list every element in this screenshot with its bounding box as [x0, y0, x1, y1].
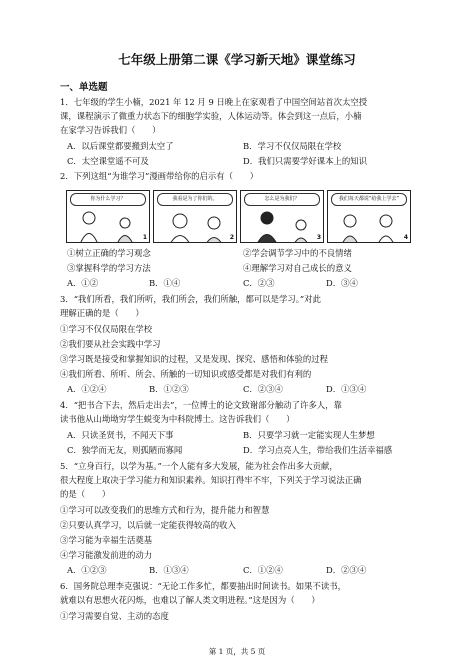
q5-statement: ②只要认真学习，以后就一定能获得较高的收入 — [60, 520, 236, 530]
comic-strip — [66, 190, 412, 243]
q1-option-d[interactable]: D．我们只需要学好课本上的知识 — [243, 156, 367, 166]
comic-panel — [327, 190, 411, 243]
page-title: 七年级上册第二课《学习新天地》课堂练习 — [118, 52, 356, 67]
q5-option-b[interactable]: B．①③④ — [149, 565, 189, 575]
q2-statement: ④理解学习对自己成长的意义 — [243, 263, 352, 273]
q3-option-a[interactable]: A．①②④ — [67, 384, 107, 394]
q6-line: 6．国务院总理李克强说：“无论工作多忙，都要抽出时间读书。如果不读书， — [60, 581, 346, 591]
section-heading: 一、单选题 — [60, 82, 108, 93]
q5-line: 的是（ ） — [60, 489, 111, 499]
panel-number: 3 — [316, 234, 321, 241]
q3-statement: ①学习不仅仅局限在学校 — [60, 324, 153, 334]
q3-line: 理解正确的是（ ） — [60, 308, 144, 318]
q2-option-b[interactable]: B．①④ — [149, 278, 181, 288]
q5-statement: ①学习可以改变我们的思维方式和行为，提升能力和智慧 — [60, 505, 270, 515]
q1-option-c[interactable]: C．太空课堂遥不可及 — [67, 156, 149, 166]
q3-option-d[interactable]: D．①③④ — [326, 384, 367, 394]
q4-option-c[interactable]: C．独学而无友，则孤陋而寡闻 — [67, 445, 183, 455]
q5-option-c[interactable]: C．①②④ — [243, 565, 283, 575]
q2-statement: ①树立正确的学习观念 — [67, 248, 151, 258]
q1-option-a[interactable]: A．以后课堂都要搬到太空了 — [67, 141, 174, 151]
q1-line: 在家学习告诉我们（ ） — [60, 125, 161, 135]
q6-statement: ①学习需要自觉、主动的态度 — [60, 611, 169, 621]
q4-line: 4．“把书合下去，然后走出去”，一位博士的论文致谢部分触动了许多人，靠 — [60, 400, 342, 410]
q4-option-d[interactable]: D．学习点亮人生，带给我们生活幸福感 — [243, 445, 393, 455]
speech-bubble: 我看是为了你们的。 — [157, 193, 233, 206]
comic-panel — [66, 190, 150, 243]
q2-option-a[interactable]: A．①② — [67, 278, 99, 288]
q4-line: 读书他从山坳坳穷学生蜕变为中科院博士。这告诉我们（ ） — [60, 414, 295, 424]
q3-line: 3．“我们所看，我们所听，我们所会，我们所触，都可以是学习。”对此 — [60, 294, 321, 304]
q2-statement: ②学会调节学习中的不良情绪 — [243, 248, 352, 258]
q4-option-a[interactable]: A．只读圣贤书，不闻天下事 — [67, 430, 174, 440]
q3-statement: ④我们所看、所听、所会、所触的一切知识或感受都是对我们有利的 — [60, 369, 312, 379]
q2-statement: ③掌握科学的学习方法 — [67, 263, 151, 273]
q1-line: 1．七年级的学生小楠，2021 年 12 月 9 日晚上在家观看了中国空间站首次太空授 — [60, 97, 368, 107]
q2-option-c[interactable]: C．②③ — [243, 278, 275, 288]
speech-bubble: 怎么是为我们？ — [244, 193, 320, 206]
q3-option-c[interactable]: C．②③④ — [243, 384, 283, 394]
page-footer: 第 1 页，共 5 页 — [208, 647, 266, 656]
q5-option-d[interactable]: D．②③④ — [326, 565, 367, 575]
q4-option-b[interactable]: B．只要学习就一定能实现人生梦想 — [243, 430, 375, 440]
q1-option-b[interactable]: B．学习不仅仅局限在学校 — [243, 141, 342, 151]
q6-line: 就难以有思想火花闪烁，也难以了解人类文明进程。”这是因为（ ） — [60, 595, 320, 605]
q5-option-a[interactable]: A．①②③ — [67, 565, 107, 575]
speech-bubble: 你为什么学习？ — [70, 193, 146, 206]
q2-stem: 2．下列这组“为谁学习”漫画带给你的启示有（ ） — [60, 171, 259, 181]
panel-number: 4 — [403, 234, 408, 241]
q2-option-d[interactable]: D．③④ — [326, 278, 358, 288]
q5-statement: ③学习能为幸福生活奠基 — [60, 535, 153, 545]
q5-statement: ④学习能激发前进的动力 — [60, 550, 153, 560]
panel-number: 2 — [229, 234, 234, 241]
q5-line: 5．“立身百行，以学为基。”一个人能有多大发展，能为社会作出多大贡献， — [60, 461, 338, 471]
panel-number: 1 — [142, 234, 147, 241]
q1-line: 课，课程演示了微重力状态下的细胞学实验，人体运动等。体会到这一点后，小楠 — [60, 111, 362, 121]
q3-statement: ②我们要从社会实践中学习 — [60, 339, 161, 349]
speech-bubble: 我们每天都说“给我上学去” — [331, 193, 407, 206]
q3-statement: ③学习既是接受和掌握知识的过程，又是发现、探究、感悟和体验的过程 — [60, 354, 328, 364]
q3-option-b[interactable]: B．①②③ — [149, 384, 189, 394]
comic-panel — [240, 190, 324, 243]
q5-line: 很大程度上取决于学习能力和知识素养。知识打得牢不牢，下列关于学习说法正确 — [60, 475, 362, 485]
comic-panel — [153, 190, 237, 243]
